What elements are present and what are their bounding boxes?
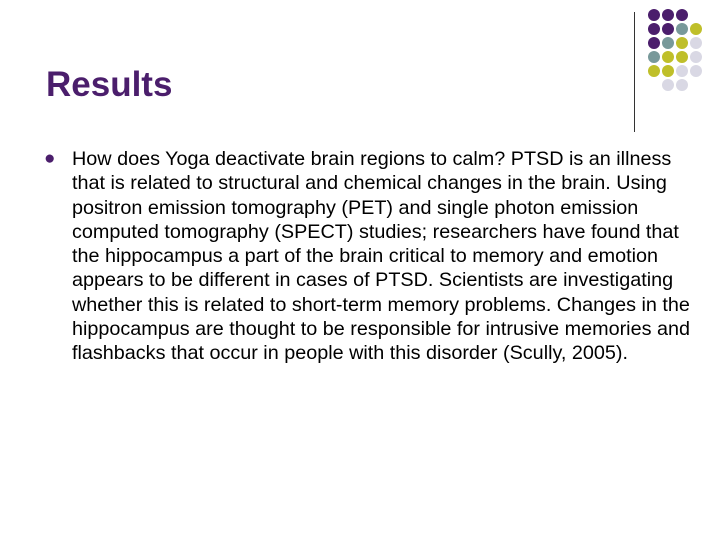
- decorative-dot: [662, 37, 674, 49]
- decorative-dot: [676, 65, 688, 77]
- decorative-dot: [662, 79, 674, 91]
- decorative-dot: [662, 23, 674, 35]
- decorative-dot: [690, 65, 702, 77]
- decorative-dot: [676, 51, 688, 63]
- decorative-dot: [690, 37, 702, 49]
- decorative-dot: [648, 23, 660, 35]
- bullet-item: [44, 147, 694, 366]
- title-divider-line: [634, 12, 635, 132]
- decorative-dot: [662, 51, 674, 63]
- bullet-text: How does Yoga deactivate brain regions to calm? PTSD is an illness that is related to structural and chemical changes in the brain. Using positron emission tomography (PET) and single photon emission computed tomography (SPECT) studies; researchers have found that the hippocampus a part of the brain critical to memory and emotion appears to be different in cases of PTSD. Scientists are investigating whether this is related to short-term memory problems. Changes in the hippocampus are thought to be responsible for intrusive memories and flashbacks that occur in people with this disorder (Scully, 2005).: [72, 148, 690, 365]
- decorative-dot: [676, 79, 688, 91]
- decorative-dot-grid: [648, 9, 728, 109]
- bullet-marker: ●: [44, 148, 56, 169]
- decorative-dot: [662, 65, 674, 77]
- decorative-dot: [690, 23, 702, 35]
- slide-title: Results: [46, 65, 173, 104]
- decorative-dot: [676, 37, 688, 49]
- decorative-dot: [648, 51, 660, 63]
- decorative-dot: [648, 37, 660, 49]
- decorative-dot: [676, 9, 688, 21]
- decorative-dot: [676, 23, 688, 35]
- decorative-dot: [662, 9, 674, 21]
- decorative-dot: [648, 65, 660, 77]
- decorative-dot: [648, 9, 660, 21]
- decorative-dot: [690, 51, 702, 63]
